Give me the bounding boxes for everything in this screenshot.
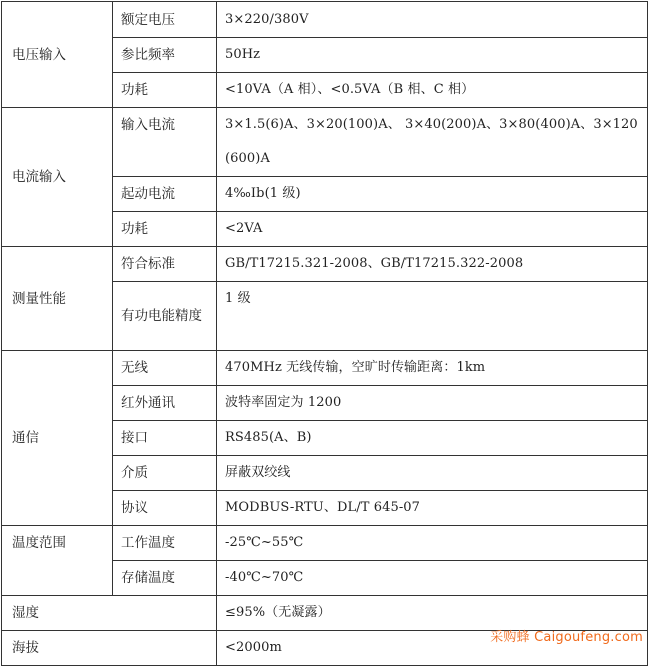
- table-row: [2, 2, 648, 38]
- param-voltage-power-consumption: 功耗: [113, 73, 217, 108]
- group-temperature-range: 温度范围: [2, 526, 113, 596]
- param-current-power-consumption: 功耗: [113, 212, 217, 247]
- param-medium: 介质: [113, 456, 217, 491]
- group-measurement-performance: 测量性能: [2, 247, 113, 351]
- watermark: 采购蜂 Caigoufeng.com: [490, 630, 643, 645]
- param-rated-voltage: 额定电压: [113, 2, 217, 38]
- value-storage-temperature: -40℃~70℃: [217, 561, 648, 596]
- param-wireless: 无线: [113, 351, 217, 386]
- param-protocol: 协议: [113, 491, 217, 526]
- param-input-current: 输入电流: [113, 108, 217, 177]
- value-humidity: ≤95%（无凝露）: [217, 596, 648, 631]
- value-active-energy-accuracy: 1 级: [217, 282, 648, 351]
- group-voltage-input: 电压输入: [2, 2, 113, 108]
- value-voltage-power-consumption: <10VA（A 相）、<0.5VA（B 相、C 相）: [217, 73, 648, 108]
- value-protocol: MODBUS-RTU、DL/T 645-07: [217, 491, 648, 526]
- param-operating-temperature: 工作温度: [113, 526, 217, 561]
- param-storage-temperature: 存储温度: [113, 561, 217, 596]
- table-row: [2, 526, 648, 561]
- table-row: [2, 108, 648, 177]
- group-communication: 通信: [2, 351, 113, 526]
- group-humidity: 湿度: [2, 596, 217, 631]
- value-input-current: 3×1.5(6)A、3×20(100)A、 3×40(200)A、3×80(400)A、3×120(600)A: [217, 108, 648, 177]
- value-current-power-consumption: <2VA: [217, 212, 648, 247]
- value-altitude: <2000m: [217, 631, 648, 666]
- table-row: [2, 247, 648, 282]
- param-active-energy-accuracy: 有功电能精度: [113, 282, 217, 351]
- group-altitude: 海拔: [2, 631, 217, 666]
- value-operating-temperature: -25℃~55℃: [217, 526, 648, 561]
- param-starting-current: 起动电流: [113, 177, 217, 212]
- value-rated-voltage: 3×220/380V: [217, 2, 648, 38]
- param-reference-frequency: 参比频率: [113, 38, 217, 73]
- value-wireless: 470MHz 无线传输，空旷时传输距离：1km: [217, 351, 648, 386]
- value-medium: 屏蔽双绞线: [217, 456, 648, 491]
- value-infrared: 波特率固定为 1200: [217, 386, 648, 421]
- value-compliance-standard: GB/T17215.321-2008、GB/T17215.322-2008: [217, 247, 648, 282]
- param-compliance-standard: 符合标准: [113, 247, 217, 282]
- value-reference-frequency: 50Hz: [217, 38, 648, 73]
- group-current-input: 电流输入: [2, 108, 113, 247]
- table-row: [2, 351, 648, 386]
- value-interface: RS485(A、B): [217, 421, 648, 456]
- spec-table: [1, 1, 648, 666]
- value-starting-current: 4‰Ib(1 级): [217, 177, 648, 212]
- param-interface: 接口: [113, 421, 217, 456]
- param-infrared: 红外通讯: [113, 386, 217, 421]
